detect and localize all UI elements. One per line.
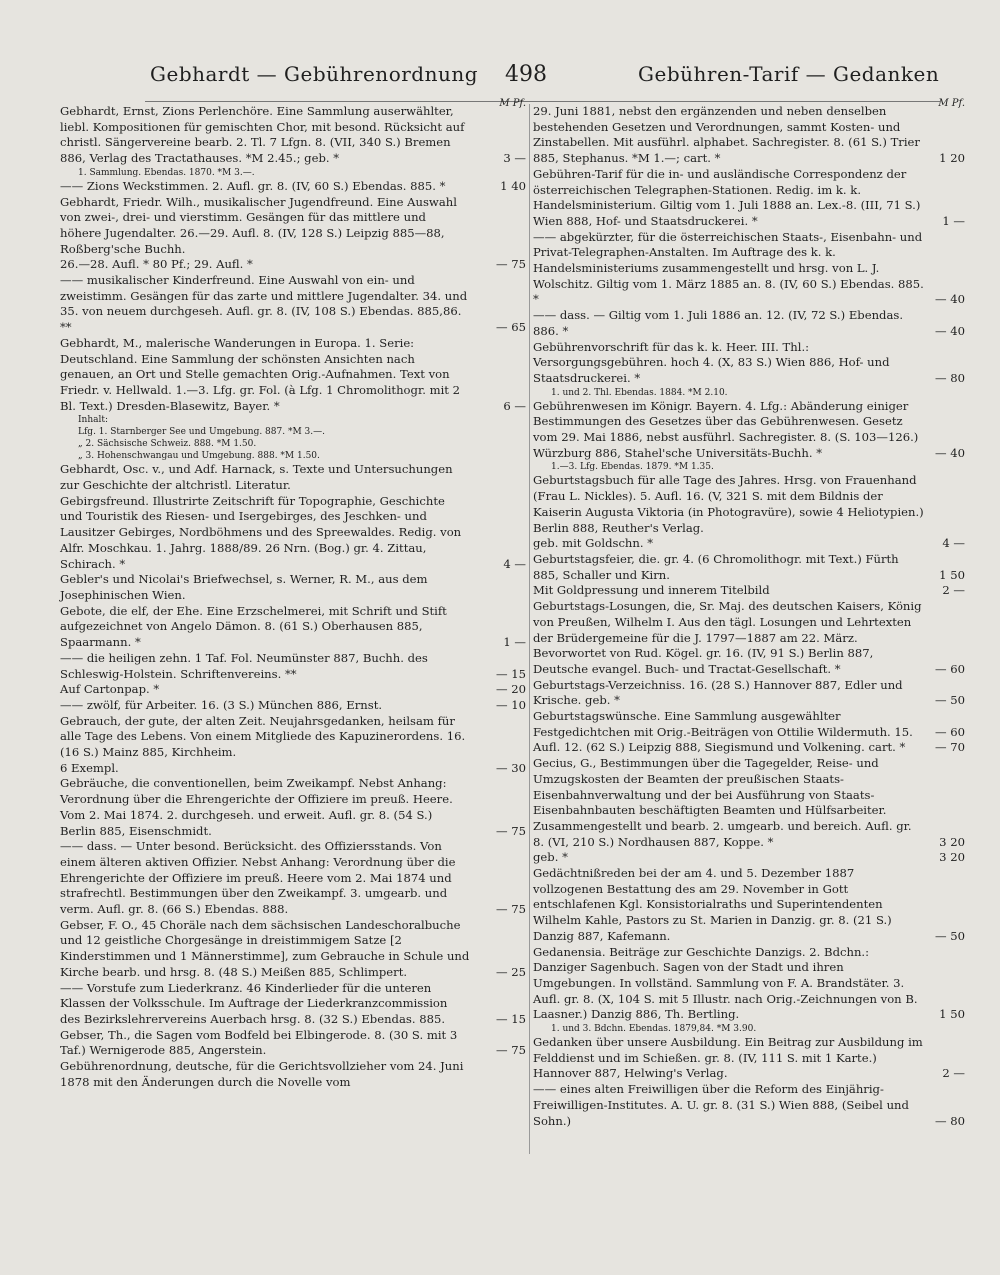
catalog-entry (60, 651, 526, 682)
entry-price: 3 — (503, 151, 526, 166)
catalog-entry (533, 399, 965, 462)
entry-price: — 75 (495, 902, 526, 917)
catalog-entry (533, 709, 965, 756)
entry-text: Gedanensia. Beiträge zur Geschichte Danzigs. 2. Bdchn.: Danziger Sagenbuch. Sagen von der Stadt und ihren Umgebungen. In vollständ. Sammlung von F. A. Brandstäter. 3. Aufl. gr. 8. (X, 104 S. mit 5 Illustr. nach Orig.-Zeichnungen von B. Laasner.) Danzig 886, Th. Bertling. (533, 944, 918, 1022)
entry-note (60, 438, 526, 450)
entry-price: — 10 (495, 697, 526, 712)
entry-text: Gebührenordnung, deutsche, für die Gerichtsvollzieher vom 24. Juni 1878 mit den Änderungen durch die Novelle vom (60, 1059, 464, 1089)
catalog-entry (60, 981, 526, 1028)
catalog-entry (533, 552, 965, 583)
catalog-entry (60, 682, 526, 698)
entry-text: Gebhardt, Osc. v., und Adf. Harnack, s. Texte und Untersuchungen zur Geschichte der altchristl. Literatur. (60, 462, 453, 493)
entry-text: —— musikalischer Kinderfreund. Eine Auswahl von ein- und zweistimm. Gesängen für das zarte und mittlere Jugendalter. 34. und 35. von neuem durchgeseh. Aufl. gr. 8. (IV, 108 S.) Ebendas. 885,86. ** (60, 273, 468, 335)
header-right: Gebühren-Tarif — Gedanken (638, 62, 940, 86)
catalog-entry (60, 604, 526, 651)
entry-price: — 40 (934, 292, 965, 307)
entry-text: 1. und 2. Thl. Ebendas. 1884. *M 2.10. (551, 387, 728, 398)
entry-note (60, 426, 526, 438)
catalog-entry (60, 918, 526, 981)
entry-price: 3 20 (939, 850, 965, 865)
entry-price: — 60 (934, 661, 965, 676)
entry-text: Gebhardt, Friedr. Wilh., musikalischer Jugendfreund. Eine Auswahl von zwei-, drei- und vierstimm. Gesängen für das mittlere und höhere Jugendalter. 26.—29. Aufl. 8. (IV, 128 S.) Leipzig 885—88, Roßberg'sche Buchh. (60, 194, 457, 256)
entry-text: Gebhardt, Ernst, Zions Perlenchöre. Eine Sammlung auserwählter, liebl. Kompositionen für gemischten Chor, mit besond. Rücksicht auf christl. Sängervereine bearb. 2. Tl. 7 Lfgn. 8. (VII, 340 S.) Bremen 886, Verlag des Tractathauses. *M 2.45.; geb. * (60, 104, 465, 166)
catalog-entry (60, 698, 526, 714)
entry-price: — 75 (495, 823, 526, 838)
entry-text: Gedächtnißreden bei der am 4. und 5. Dezember 1887 vollzogenen Bestattung des am 29. November in Gott entschlafenen Kgl. Konsistorialraths und Superintendenten Wilhelm Kahle, Pastors zu St. Marien in Danzig. gr. 8. (21 S.) Danzig 887, Kafemann. (533, 866, 892, 943)
catalog-entry (533, 945, 965, 1024)
entry-note (533, 387, 965, 399)
entry-text: —— die heiligen zehn. 1 Taf. Fol. Neumünster 887, Buchh. des Schleswig-Holstein. Schriftenvereins. ** (60, 650, 428, 681)
entry-text: „ 2. Sächsische Schweiz. 888. *M 1.50. (78, 439, 257, 450)
catalog-entry (60, 1028, 526, 1059)
catalog-entry (60, 572, 526, 603)
entry-price: — 75 (495, 1043, 526, 1058)
entry-price: 1 50 (939, 567, 965, 582)
entry-price: — 25 (495, 964, 526, 979)
entry-price: — 80 (934, 370, 965, 385)
entry-text: 26.—28. Aufl. * 80 Pf.; 29. Aufl. * (60, 257, 253, 272)
entry-price: — 80 (934, 1113, 965, 1128)
entry-text: Gecius, G., Bestimmungen über die Tagegelder, Reise- und Umzugskosten der Beamten der preußischen Staats-Eisenbahnverwaltung und der bei Ausführung von Staats-Eisenbahnbauten beschäftigten Beamten und Hülfsarbeiter. Zusammengestellt und bearb. 2. umgearb. und bereich. Aufl. gr. 8. (VI, 210 S.) Nordhausen 887, Koppe. * (533, 756, 912, 849)
entry-text: 1. Sammlung. Ebendas. 1870. *M 3.—. (78, 167, 255, 178)
catalog-entry (533, 850, 965, 866)
entry-price: 4 — (503, 556, 526, 571)
entry-price: — 20 (495, 682, 526, 697)
entry-text: Gebirgsfreund. Illustrirte Zeitschrift für Topographie, Geschichte und Touristik des Riesen- und Isergebirges, des Jeschken- und Lausitzer Gebirges, Nordböhmens und des Spreewaldes. Redig. von Alfr. Moschkau. 1. Jahrg. 1888/89. 26 Nrn. (Bog.) gr. 4. Zittau, Schirach. * (60, 493, 462, 571)
entry-text: —— dass. — Giltig vom 1. Juli 1886 an. 12. (IV, 72 S.) Ebendas. 886. * (533, 308, 904, 338)
entry-text: 1.—3. Lfg. Ebendas. 1879. *M 1.35. (551, 462, 714, 473)
entry-text: Geburtstagsbuch für alle Tage des Jahres. Hrsg. von Frauenhand (Frau L. Nickles). 5. Aufl. 16. (V, 321 S. mit dem Bildnis der Kaiserin Augusta Viktoria (in Photogravüre), sowie 4 Heliotypien.) Berlin 888, Reuther's Verlag. (533, 473, 924, 535)
entry-text: Gebser, Th., die Sagen vom Bodfeld bei Elbingerode. 8. (30 S. mit 3 Taf.) Wernigerode 885, Angerstein. (60, 1027, 458, 1058)
entry-price: 2 — (942, 1066, 965, 1081)
catalog-entry (60, 776, 526, 839)
entry-text: geb. mit Goldschn. * (533, 536, 654, 551)
entry-price: — 40 (934, 445, 965, 460)
entry-text: Geburtstagswünsche. Eine Sammlung ausgewählter Festgedichtchen mit Orig.-Beiträgen von Ottilie Wildermuth. 15. Aufl. 12. (62 S.) Leipzig 888, Siegismund und Volkening. cart. * (533, 709, 913, 755)
entry-text: geb. * (533, 850, 568, 865)
entry-price: — 15 (495, 1011, 526, 1026)
page-number: 498 (505, 62, 547, 87)
catalog-entry (60, 257, 526, 273)
catalog-entry (533, 473, 965, 536)
entry-text: Gebote, die elf, der Ehe. Eine Erzschelmerei, mit Schrift und Stift aufgezeichnet von Angelo Dämon. 8. (61 S.) Oberhausen 885, Spaarmann. * (60, 603, 447, 650)
entry-note (533, 461, 965, 473)
entry-text: Gebräuche, die conventionellen, beim Zweikampf. Nebst Anhang: Verordnung über die Ehrengerichte der Offiziere im preuß. Heere. Vom 2. Mai 1874. 2. durchgeseh. und erweit. Aufl. gr. 8. (54 S.) Berlin 885, Eisenschmidt. (60, 776, 453, 838)
header-rule (145, 101, 940, 102)
entry-price: 4 — (942, 536, 965, 551)
entry-price: — 50 (934, 693, 965, 708)
catalog-entry (533, 583, 965, 599)
entry-text: Gebrauch, der gute, der alten Zeit. Neujahrsgedanken, heilsam für alle Tage des Lebens. Von einem Mitgliede des Kapuzinerordens. 16. (16 S.) Mainz 885, Kirchheim. (60, 713, 466, 760)
catalog-entry (533, 866, 965, 945)
catalog-entry (60, 839, 526, 918)
entry-text: „ 3. Hohenschwangau und Umgebung. 888. *M 1.50. (78, 451, 320, 462)
entry-text: Gebler's und Nicolai's Briefwechsel, s. Werner, R. M., aus dem Josephinischen Wien. (60, 572, 428, 602)
entry-text: —— dass. — Unter besond. Berücksicht. des Offiziersstands. Von einem älteren aktiven Offizier. Nebst Anhang: Verordnung über die Ehrengerichte der Offiziere im preuß. Heere vom 2. Mai 1874 und strafrechtl. Bestimmungen über den Zweikampf. 3. umgearb. und verm. Aufl. gr. 8. (66 S.) Ebendas. 888. (60, 839, 456, 917)
entry-text: Mit Goldpressung und innerem Titelbild (533, 583, 770, 598)
catalog-entry (533, 1035, 965, 1082)
entry-text: —— eines alten Freiwilligen über die Reform des Einjährig-Freiwilligen-Institutes. A. U. gr. 8. (31 S.) Wien 888, (Seibel und Sohn.) (533, 1082, 909, 1128)
entry-text: Inhalt: (78, 415, 109, 426)
entry-note (533, 1023, 965, 1035)
left-column: M Pf. Gebhardt, Ernst, Zions Perlenchöre. Eine Sammlung auserwählter, liebl. Kompositionen für gemischten Chor, mit besond. Rücksicht auf christl. Sängervereine bearb. 2. Tl. 7 Lfgn. 8. (VII, 340 S.) Bremen 886, Verlag des Tractathauses. *M 2.45.; geb. * 3 — 1. Sammlung. Ebendas. 1870. *M 3.—. —— Zions Weckstimmen. 2. Aufl. gr. 8. (IV, 60 S.) Ebendas. 885. * 1 40 Gebhardt, Friedr. Wilh., musikalischer Jugendfreund. Eine Auswahl von zwei-, drei- und vierstimm. Gesängen für das mittlere und höhere Jugendalter. 26.—29. Aufl. 8. (IV, 128 S.) Leipzig 885—88, Roßberg'sche Buchh. 26.—28. Aufl. * 80 Pf.; 29. Aufl. * — 75 —— musikalischer Kinderfreund. Eine Auswahl von ein- und zweistimm. Gesängen für das zarte und mittlere Jugendalter. 34. und 35. von neuem durchgeseh. Aufl. gr. 8. (IV, 108 S.) Ebendas. 885,86. ** — 65 Gebhardt, M., malerische Wanderungen in Europa. 1. Serie: Deutschland. Eine Sammlung der schönsten Ansichten nach genauen, an Ort und Stelle gemachten Orig.-Aufnahmen. Text von Friedr. v. Hellwald. 1.—3. Lfg. gr. Fol. (à Lfg. 1 Chromolithogr. mit 2 Bl. Text.) Dresden-Blasewitz, Bayer. * 6 — Inhalt: Lfg. 1. Starnberger See und Umgebung. 887. *M 3.—. „ 2. Sächsische Schweiz. 888. *M 1.50. „ 3. Hohenschwangau und Umgebung. 888. *M 1.50. Gebhardt, Osc. v., und Adf. Harnack, s. Texte und Untersuchungen zur Geschichte der altchristl. Literatur. Gebirgsfreund. Illustrirte Zeitschrift für Topographie, Geschichte und Touristik des Riesen- und Isergebirges, des Jeschken- und Lausitzer Gebirges, Nordböhmens und des Spreewaldes. Redig. von Alfr. Moschkau. 1. Jahrg. 1888/89. 26 Nrn. (Bog.) gr. 4. Zittau, Schirach. * 4 — Gebler's und Nicolai's Briefwechsel, s. Werner, R. M., aus dem Josephinischen Wien. Gebote, die elf, der Ehe. Eine Erzschelmerei, mit Schrift und Stift aufgezeichnet von Angelo Dämon. 8. (61 S.) Oberhausen 885, Spaarmann. * 1 — —— die heiligen zehn. 1 Taf. Fol. Neumünster 887, Buchh. des Schleswig-Holstein. Schriftenvereins. ** — 15 Auf Cartonpap. * — 20 —— zwölf, für Arbeiter. 16. (3 S.) München 886, Ernst. — 10 Gebrauch, der gute, der alten Zeit. Neujahrsgedanken, heilsam für alle Tage des Lebens. Von einem Mitgliede des Kapuzinerordens. 16. (16 S.) Mainz 885, Kirchheim. 6 Exempl. — 30 Gebräuche, die conventionellen, beim Zweikampf. Nebst Anhang: Verordnung über die Ehrengerichte der Offiziere im preuß. Heere. Vom 2. Mai 1874. 2. durchgeseh. und erweit. Aufl. gr. 8. (54 S.) Berlin 885, Eisenschmidt. — 75 —— dass. — Unter besond. Berücksicht. des Offiziersstands. Von einem älteren aktiven Offizier. Nebst Anhang: Verordnung über die Ehrengerichte der Offiziere im preuß. Heere vom 2. Mai 1874 und strafrechtl. Bestimmungen über den Zweikampf. 3. umgearb. und verm. Aufl. gr. 8. (66 S.) Ebendas. 888. — 75 Gebser, F. O., 45 Choräle nach dem sächsischen Landeschoralbuche und 12 geistliche Chorgesänge in dreistimmigem Satze [2 Kinderstimmen und 1 Männerstimme], zum Gebrauche in Schule und Kirche bearb. und hrsg. 8. (48 S.) Meißen 885, Schlimpert. — 25 —— Vorstufe zum Liederkranz. 46 Kinderlieder für die unteren Klassen der Volksschule. Im Auftrage der Liederkranzcommission des Bezirkslehrervereins Auerbach hrsg. 8. (32 S.) Ebendas. 885. — 15 Gebser, Th., die Sagen vom Bodfeld bei Elbingerode. 8. (30 S. mit 3 Taf.) Wernigerode 885, Angerstein. — 75 Gebührenordnung, deutsche, für die Gerichtsvollzieher vom 24. Juni 1878 mit den Änderungen durch die Novelle vom (60, 98, 526, 1089)
entry-text: Gebser, F. O., 45 Choräle nach dem sächsischen Landeschoralbuche und 12 geistliche Chorgesänge in dreistimmigem Satze [2 Kinderstimmen und 1 Männerstimme], zum Gebrauche in Schule und Kirche bearb. und hrsg. 8. (48 S.) Meißen 885, Schlimpert. (60, 917, 470, 979)
entry-price: 1 — (942, 213, 965, 228)
entry-price: 3 20 (939, 834, 965, 849)
catalog-entry (60, 462, 526, 493)
entry-note (60, 167, 526, 179)
entry-note (60, 414, 526, 426)
catalog-entry (533, 599, 965, 678)
entry-text: Lfg. 1. Starnberger See und Umgebung. 887. *M 3.—. (78, 427, 325, 438)
entry-price: — 65 (495, 320, 526, 335)
entry-text: —— abgekürzter, für die österreichischen Staats-, Eisenbahn- und Privat-Telegraphen-Anstalten. Im Auftrage des k. k. Handelsministeriums zusammengestellt und hrsg. von L. J. Wolschitz. Giltig vom 1. März 1885 an. 8. (IV, 60 S.) Ebendas. 885. * (533, 229, 924, 307)
entry-price: 6 — (503, 398, 526, 413)
entry-text: —— Zions Weckstimmen. 2. Aufl. gr. 8. (IV, 60 S.) Ebendas. 885. * (60, 178, 446, 193)
entry-price: 1 50 (939, 1007, 965, 1022)
entry-text: —— zwölf, für Arbeiter. 16. (3 S.) München 886, Ernst. (60, 697, 383, 712)
entry-price: 1 — (503, 635, 526, 650)
entry-text: Gebührenwesen im Königr. Bayern. 4. Lfg.: Abänderung einiger Bestimmungen des Gesetzes über das Gebührenwesen. Gesetz vom 29. Mai 1886, nebst ausführl. Sachregister. 8. (S. 103—126.) Würzburg 886, Stahel'sche Universitäts-Buchh. * (533, 398, 919, 460)
entry-price: — 30 (495, 760, 526, 775)
entry-text: 29. Juni 1881, nebst den ergänzenden und neben denselben bestehenden Gesetzen und Verordnungen, sammt Kosten- und Zinstabellen. Mit ausführl. alphabet. Sachregister. 8. (61 S.) Trier 885, Stephanus. *M 1.—; cart. * (533, 104, 920, 166)
column-divider (529, 104, 530, 1154)
catalog-entry (60, 494, 526, 573)
catalog-entry (60, 195, 526, 258)
catalog-entry (533, 678, 965, 709)
entry-price: 1 40 (500, 178, 526, 193)
catalog-entry (60, 104, 526, 167)
catalog-entry (533, 1082, 965, 1129)
entry-price: 1 20 (939, 151, 965, 166)
entry-text: Geburtstags-Losungen, die, Sr. Maj. des deutschen Kaisers, König von Preußen, Wilhelm I. Aus den tägl. Losungen und Lehrtexten der Brüdergemeine für die J. 1797—1887 am 22. März. Bevorwortet von Rud. Kögel. gr. 16. (IV, 91 S.) Berlin 887, Deutsche evangel. Buch- und Tractat-Gesellschaft. * (533, 599, 922, 676)
catalog-entry (60, 761, 526, 777)
catalog-entry (533, 756, 965, 850)
catalog-entry (60, 273, 526, 336)
entry-price: — 15 (495, 666, 526, 681)
header-left: Gebhardt — Gebührenordnung (150, 62, 479, 86)
entry-text: Gebhardt, M., malerische Wanderungen in Europa. 1. Serie: Deutschland. Eine Sammlung der schönsten Ansichten nach genauen, an Ort und Stelle gemachten Orig.-Aufnahmen. Text von Friedr. v. Hellwald. 1.—3. Lfg. gr. Fol. (à Lfg. 1 Chromolithogr. mit 2 Bl. Text.) Dresden-Blasewitz, Bayer. * (60, 335, 460, 413)
catalog-entry (533, 340, 965, 387)
entry-text: Gebührenvorschrift für das k. k. Heer. III. Thl.: Versorgungsgebühren. hoch 4. (X, 83 S.) Wien 886, Hof- und Staatsdruckerei. * (533, 339, 890, 385)
catalog-entry (60, 1059, 526, 1090)
catalog-entry (533, 308, 965, 339)
entry-price: — 40 (934, 323, 965, 338)
entry-price: — 50 (934, 928, 965, 943)
entry-text: Gebühren-Tarif für die in- und ausländische Correspondenz der österreichischen Telegraphen-Stationen. Redig. im k. k. Handelsministerium. Giltig vom 1. Juli 1888 an. Lex.-8. (III, 71 S.) Wien 888, Hof- und Staatsdruckerei. * (533, 166, 921, 228)
entry-note (60, 450, 526, 462)
catalog-entry (533, 104, 965, 167)
entry-text: 6 Exempl. (60, 760, 119, 775)
catalog-entry (60, 179, 526, 195)
entry-text: Geburtstagsfeier, die. gr. 4. (6 Chromolithogr. mit Text.) Fürth 885, Schaller und Kirn. (533, 551, 899, 582)
entry-price: 2 — (942, 583, 965, 598)
right-column: M Pf. 29. Juni 1881, nebst den ergänzenden und neben denselben bestehenden Gesetzen und Verordnungen, sammt Kosten- und Zinstabellen. Mit ausführl. alphabet. Sachregister. 8. (61 S.) Trier 885, Stephanus. *M 1.—; cart. * 1 20 Gebühren-Tarif für die in- und ausländische Correspondenz der österreichischen Telegraphen-Stationen. Redig. im k. k. Handelsministerium. Giltig vom 1. Juli 1888 an. Lex.-8. (III, 71 S.) Wien 888, Hof- und Staatsdruckerei. * 1 — —— abgekürzter, für die österreichischen Staats-, Eisenbahn- und Privat-Telegraphen-Anstalten. Im Auftrage des k. k. Handelsministeriums zusammengestellt und hrsg. von L. J. Wolschitz. Giltig vom 1. März 1885 an. 8. (IV, 60 S.) Ebendas. 885. * — 40 —— dass. — Giltig vom 1. Juli 1886 an. 12. (IV, 72 S.) Ebendas. 886. * — 40 Gebührenvorschrift für das k. k. Heer. III. Thl.: Versorgungsgebühren. hoch 4. (X, 83 S.) Wien 886, Hof- und Staatsdruckerei. * — 80 1. und 2. Thl. Ebendas. 1884. *M 2.10. Gebührenwesen im Königr. Bayern. 4. Lfg.: Abänderung einiger Bestimmungen des Gesetzes über das Gebührenwesen. Gesetz vom 29. Mai 1886, nebst ausführl. Sachregister. 8. (S. 103—126.) Würzburg 886, Stahel'sche Universitäts-Buchh. * — 40 1.—3. Lfg. Ebendas. 1879. *M 1.35. Geburtstagsbuch für alle Tage des Jahres. Hrsg. von Frauenhand (Frau L. Nickles). 5. Aufl. 16. (V, 321 S. mit dem Bildnis der Kaiserin Augusta Viktoria (in Photogravüre), sowie 4 Heliotypien.) Berlin 888, Reuther's Verlag. geb. mit Goldschn. * 4 — Geburtstagsfeier, die. gr. 4. (6 Chromolithogr. mit Text.) Fürth 885, Schaller und Kirn. 1 50 Mit Goldpressung und innerem Titelbild 2 — Geburtstags-Losungen, die, Sr. Maj. des deutschen Kaisers, König von Preußen, Wilhelm I. Aus den tägl. Losungen und Lehrtexten der Brüdergemeine für die J. 1797—1887 am 22. März. Bevorwortet von Rud. Kögel. gr. 16. (IV, 91 S.) Berlin 887, Deutsche evangel. Buch- und Tractat-Gesellschaft. * — 60 Geburtstags-Verzeichniss. 16. (28 S.) Hannover 887, Edler und Krische. geb. * — 50 Geburtstagswünsche. Eine Sammlung ausgewählter Festgedichtchen mit Orig.-Beiträgen von Ottilie Wildermuth. 15. Aufl. 12. (62 S.) Leipzig 888, Siegismund und Volkening. cart. * — 60 — 70 Gecius, G., Bestimmungen über die Tagegelder, Reise- und Umzugskosten der Beamten der preußischen Staats-Eisenbahnverwaltung und der bei Ausführung von Staats-Eisenbahnbauten beschäftigten Beamten und Hülfsarbeiter. Zusammengestellt und bearb. 2. umgearb. und bereich. Aufl. gr. 8. (VI, 210 S.) Nordhausen 887, Koppe. * 3 20 geb. * 3 20 Gedächtnißreden bei der am 4. und 5. Dezember 1887 vollzogenen Bestattung des am 29. November in Gott entschlafenen Kgl. Konsistorialraths und Superintendenten Wilhelm Kahle, Pastors zu St. Marien in Danzig. gr. 8. (21 S.) Danzig 887, Kafemann. — 50 Gedanensia. Beiträge zur Geschichte Danzigs. 2. Bdchn.: Danziger Sagenbuch. Sagen von der Stadt und ihren Umgebungen. In vollständ. Sammlung von F. A. Brandstäter. 3. Aufl. gr. 8. (X, 104 S. mit 5 Illustr. nach Orig.-Zeichnungen von B. Laasner.) Danzig 886, Th. Bertling. 1 50 1. und 3. Bdchn. Ebendas. 1879,84. *M 3.90. Gedanken über unsere Ausbildung. Ein Beitrag zur Ausbildung im Felddienst und im Schießen. gr. 8. (IV, 111 S. mit 1 Karte.) Hannover 887, Helwing's Verlag. 2 — —— eines alten Freiwilligen über die Reform des Einjährig-Freiwilligen-Institutes. A. U. gr. 8. (31 S.) Wien 888, (Seibel und Sohn.) — 80 (533, 98, 965, 1128)
entry-text: Geburtstags-Verzeichniss. 16. (28 S.) Hannover 887, Edler und Krische. geb. * (533, 677, 903, 708)
catalog-entry (533, 230, 965, 309)
entry-text: —— Vorstufe zum Liederkranz. 46 Kinderlieder für die unteren Klassen der Volksschule. Im Auftrage der Liederkranzcommission des Bezirkslehrervereins Auerbach hrsg. 8. (32 S.) Ebendas. 885. (60, 980, 448, 1026)
entry-text: 1. und 3. Bdchn. Ebendas. 1879,84. *M 3.90. (551, 1024, 757, 1035)
entry-text: Auf Cartonpap. * (60, 682, 160, 697)
entry-text: Gedanken über unsere Ausbildung. Ein Beitrag zur Ausbildung im Felddienst und im Schießen. gr. 8. (IV, 111 S. mit 1 Karte.) Hannover 887, Helwing's Verlag. (533, 1035, 923, 1081)
catalog-entry (533, 167, 965, 230)
catalog-entry (533, 536, 965, 552)
entry-price: — 60 — 70 (934, 724, 965, 755)
catalog-entry (60, 336, 526, 415)
entry-price: — 75 (495, 257, 526, 272)
catalog-entry (60, 714, 526, 761)
